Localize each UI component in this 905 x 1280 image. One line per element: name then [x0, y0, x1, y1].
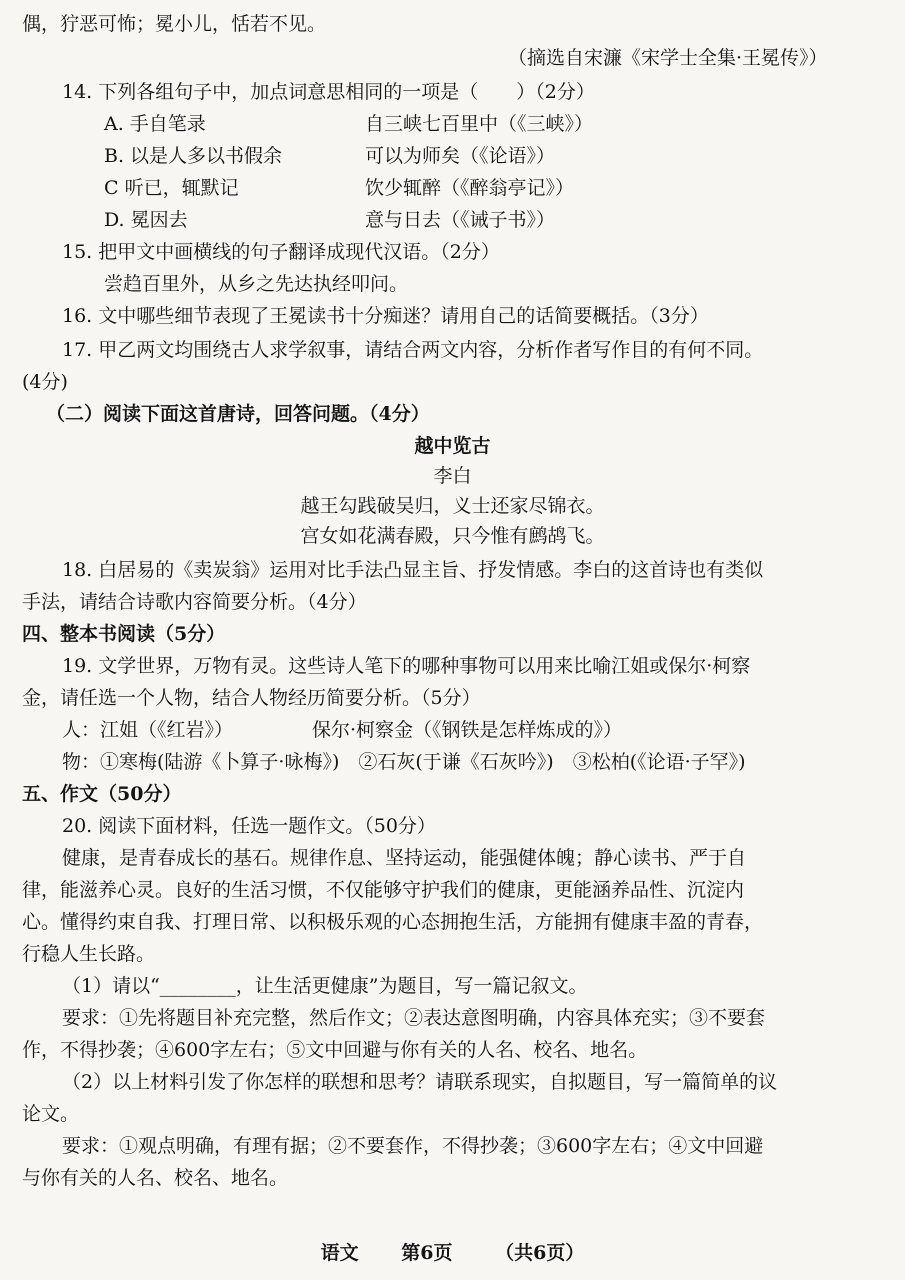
q14-option-a: A. 手自笔录 — [104, 113, 206, 135]
q14-option-a-compare: 自三峡七百里中（《三峡》） — [365, 113, 594, 135]
q14-option-c-compare: 饮少辄醉（《醉翁亭记》） — [365, 177, 575, 199]
q20-req1-line2: 作，不得抄袭；④600字左右；⑤文中回避与你有关的人名、校名、地名。 — [22, 1039, 648, 1061]
poem-title: 越中览古 — [414, 435, 491, 457]
q20-material-line2: 律，能滋养心灵。良好的生活习惯，不仅能够守护我们的健康，更能涵养品性、沉淀内 — [22, 879, 745, 901]
footer-total: （共6页） — [495, 1242, 585, 1264]
q15-sentence: 尝趋百里外，从乡之先达执经叩问。 — [104, 273, 409, 295]
q19-line1: 19. 文学世界，万物有灵。这些诗人笔下的哪种事物可以用来比喻江姐或保尔·柯察 — [62, 655, 751, 677]
q20-task2-line1: （2）以上材料引发了你怎样的联想和思考？请联系现实，自拟题目，写一篇简单的议 — [62, 1071, 778, 1093]
q20-req1-line1: 要求：①先将题目补充完整，然后作文；②表达意图明确，内容具体充实；③不要套 — [62, 1007, 766, 1029]
q17-line1: 17. 甲乙两文均围绕古人求学叙事，请结合两文内容，分析作者写作目的有何不同。 — [62, 339, 764, 361]
section-5-heading: 五、作文（50分） — [22, 783, 182, 805]
q19-people-b: 保尔·柯察金（《钢铁是怎样炼成的》） — [312, 719, 623, 741]
section-4-heading: 四、整本书阅读（5分） — [22, 623, 226, 645]
poem-author: 李白 — [433, 465, 472, 487]
poem-line-1: 越王勾践破吴归，义士还家尽锦衣。 — [300, 495, 605, 517]
q20-material-line3: 心。懂得约束自我、打理日常、以积极乐观的心态拥抱生活，方能拥有健康丰盈的青春， — [22, 911, 764, 933]
q20-req2-line1: 要求：①观点明确，有理有据；②不要套作，不得抄袭；③600字左右；④文中回避 — [62, 1135, 764, 1157]
q16-stem: 16. 文中哪些细节表现了王冕读书十分痴迷？请用自己的话简要概括。（3分） — [62, 305, 709, 327]
q14-option-d: D. 冕因去 — [104, 209, 188, 231]
q14-option-d-compare: 意与日去（《诫子书》） — [365, 209, 556, 231]
q14-option-c: C 听已，辄默记 — [104, 177, 239, 199]
q20-req2-line2: 与你有关的人名、校名、地名。 — [22, 1167, 289, 1189]
q20-stem: 20. 阅读下面材料，任选一题作文。（50分） — [62, 815, 436, 837]
gamma-source: （摘选自宋濂《宋学士全集·王冕传》） — [508, 47, 828, 69]
footer-page: 第6页 — [401, 1242, 453, 1264]
q15-stem: 15. 把甲文中画横线的句子翻译成现代汉语。（2分） — [62, 241, 500, 263]
footer-subject: 语文 — [320, 1242, 359, 1264]
page-footer — [0, 1238, 905, 1265]
section-2-heading: （二）阅读下面这首唐诗，回答问题。（4分） — [46, 403, 430, 425]
q14-option-b-compare: 可以为师矣（《论语》） — [365, 145, 556, 167]
q19-things: 物：①寒梅(陆游《卜算子·咏梅》) ②石灰(于谦《石灰吟》) ③松柏(《论语·子罕》) — [62, 751, 746, 773]
gamma-text-line: 偶，狞恶可怖；冕小儿，恬若不见。 — [22, 13, 327, 35]
q14-option-b: B. 以是人多以书假余 — [104, 145, 283, 167]
q20-material-line4: 行稳人生长路。 — [22, 943, 156, 965]
q19-line2: 金，请任选一个人物，结合人物经历简要分析。（5分） — [22, 687, 481, 709]
q20-material-line1: 健康，是青春成长的基石。规律作息、坚持运动，能强健体魄；静心读书、严于自 — [62, 847, 747, 869]
q18-line1: 18. 白居易的《卖炭翁》运用对比手法凸显主旨、抒发情感。李白的这首诗也有类似 — [62, 559, 764, 581]
q20-task1: （1）请以“________，让生活更健康”为题目，写一篇记叙文。 — [62, 975, 588, 997]
q18-line2: 手法，请结合诗歌内容简要分析。（4分） — [22, 591, 367, 613]
q19-people-a: 人：江姐（《红岩》） — [62, 719, 234, 741]
q20-task2-line2: 论文。 — [22, 1103, 80, 1125]
q14-stem: 14. 下列各组句子中，加点词意思相同的一项是（ ）（2分） — [62, 81, 595, 103]
q17-line2: (4分) — [22, 371, 68, 393]
poem-line-2: 宫女如花满春殿，只今惟有鹧鸪飞。 — [300, 525, 605, 547]
